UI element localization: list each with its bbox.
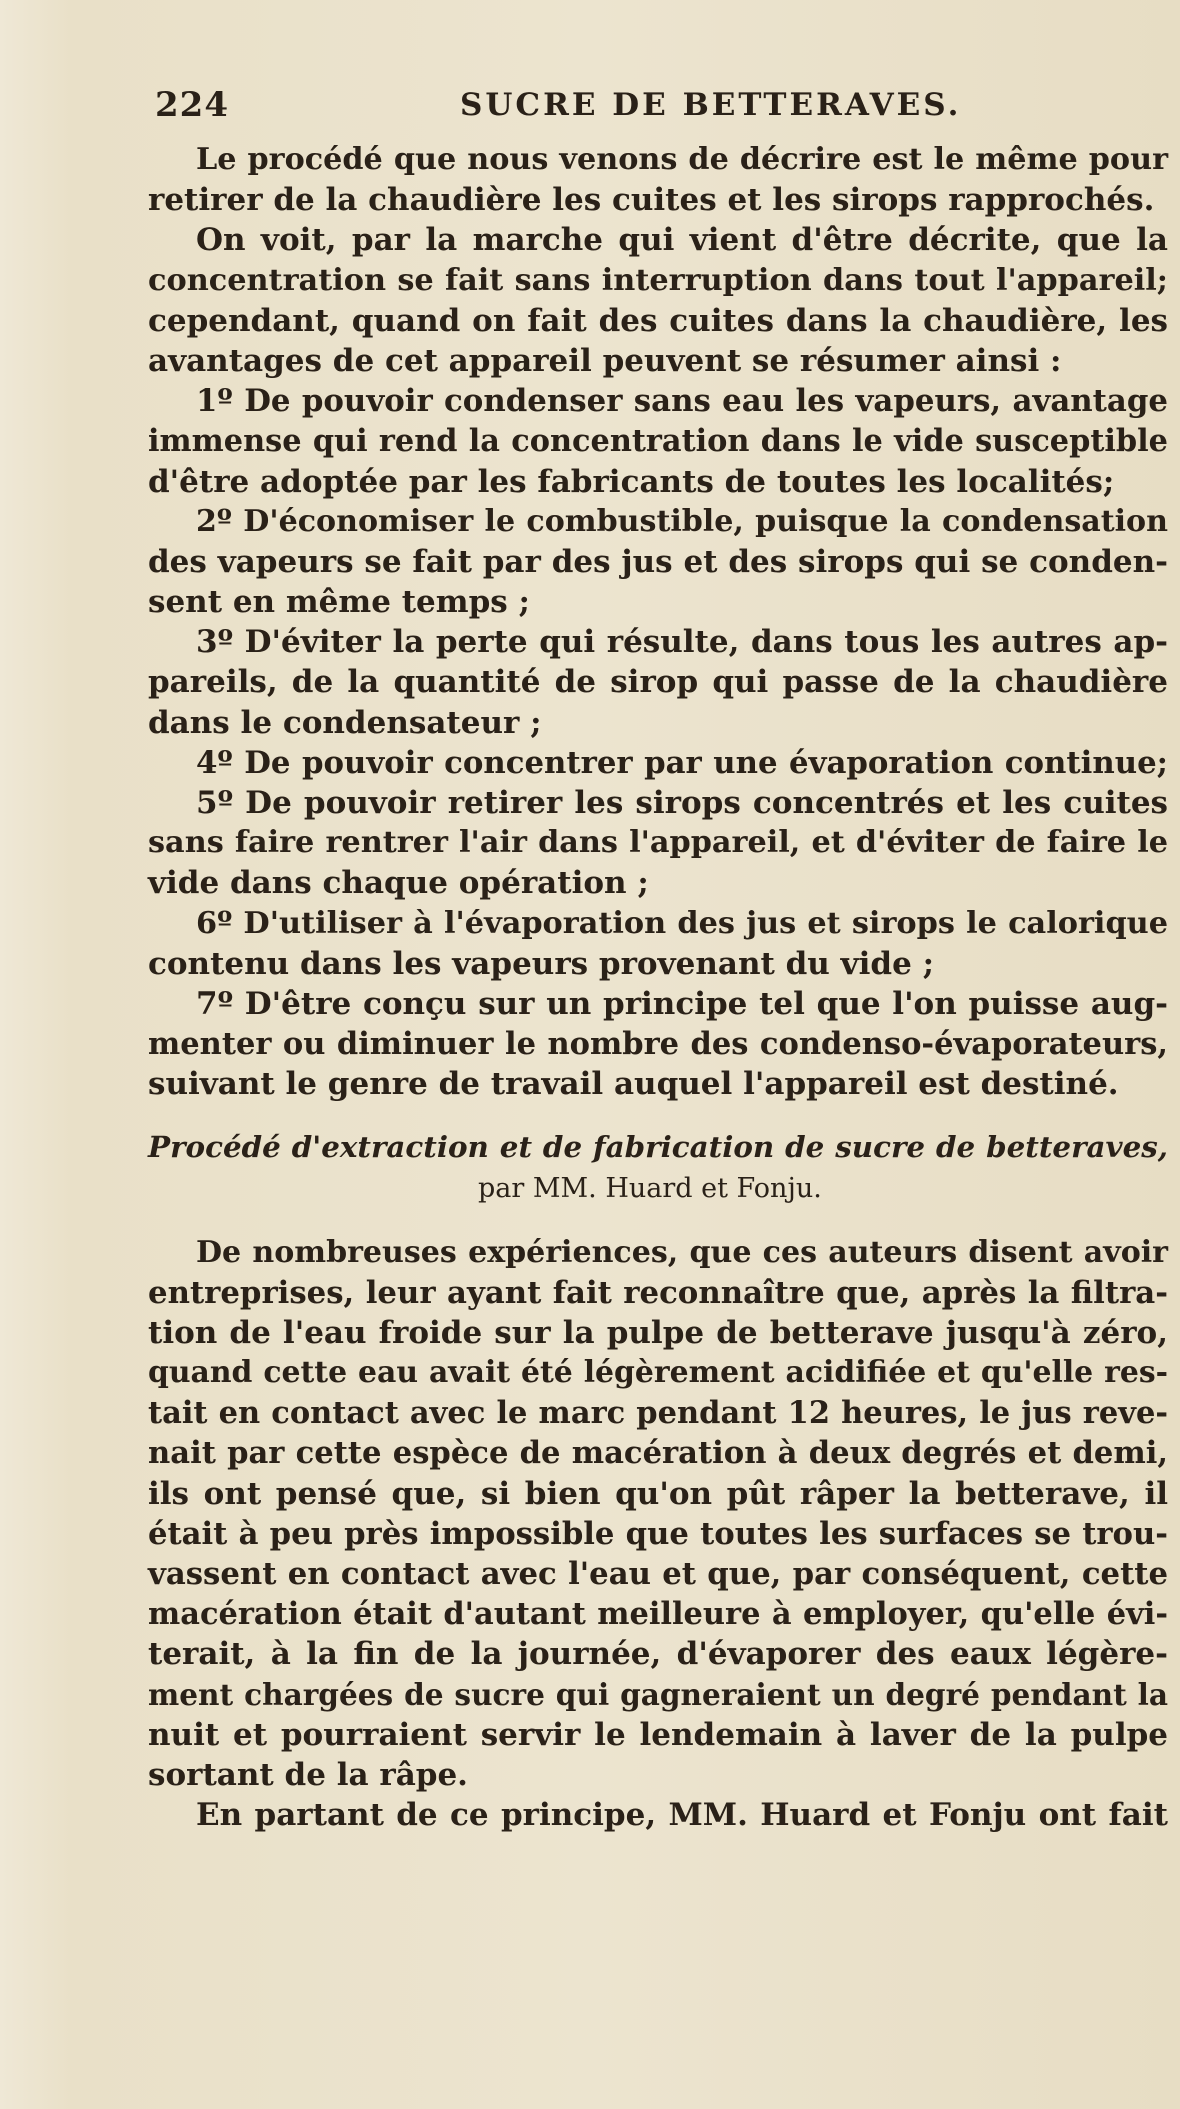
text-line: Le procédé que nous venons de décrire est le même pour xyxy=(196,142,1168,177)
text-line: tion de l'eau froide sur la pulpe de betterave jusqu'à zéro, xyxy=(148,1314,1168,1351)
text-line: ils ont pensé que, si bien qu'on pût râper la betterave, il xyxy=(148,1475,1168,1512)
text-line: ment chargées de sucre qui gagneraient un degré pendant la xyxy=(148,1676,1168,1712)
text-line: 5º De pouvoir retirer les sirops concentrés et les cuites xyxy=(196,785,1168,821)
text-line: 2º D'économiser le combustible, puisque la condensation xyxy=(196,503,1168,539)
text-line: vassent en contact avec l'eau et que, par conséquent, cette xyxy=(148,1556,1168,1592)
text-line: pareils, de la quantité de sirop qui passe de la chaudière xyxy=(148,664,1168,701)
text-line: d'être adoptée par les fabricants de toutes les localités; xyxy=(148,463,1115,500)
text-line: 4º De pouvoir concentrer par une évaporation continue; xyxy=(196,744,1168,781)
text-line: suivant le genre de travail auquel l'appareil est destiné. xyxy=(148,1066,1119,1103)
text-line: nuit et pourraient servir le lendemain à laver de la pulpe xyxy=(148,1716,1168,1753)
text-line: était à peu près impossible que toutes les surfaces se trou- xyxy=(148,1515,1168,1552)
text-line: nait par cette espèce de macération à deux degrés et demi, xyxy=(148,1435,1168,1472)
text-line: 6º D'utiliser à l'évaporation des jus et sirops le calorique xyxy=(196,905,1168,941)
text-line: menter ou diminuer le nombre des condenso-évaporateurs, xyxy=(148,1026,1168,1063)
running-head: SUCRE DE BETTERAVES. xyxy=(460,87,962,123)
section-heading: Procédé d'extraction et de fabrication de sucre de betteraves, xyxy=(148,1128,1168,1164)
text-line: En partant de ce principe, MM. Huard et Fonju ont fait xyxy=(196,1797,1168,1834)
text-line: terait, à la fin de la journée, d'évaporer des eaux légère- xyxy=(148,1636,1168,1673)
page-header xyxy=(155,85,1115,137)
text-line: contenu dans les vapeurs provenant du vide ; xyxy=(148,945,935,982)
text-line: cependant, quand on fait des cuites dans la chaudière, les xyxy=(148,302,1168,339)
text-line: sent en même temps ; xyxy=(148,584,530,621)
text-line: On voit, par la marche qui vient d'être décrite, que la xyxy=(196,222,1168,259)
text-line: sortant de la râpe. xyxy=(148,1756,468,1793)
text-line: vide dans chaque opération ; xyxy=(148,865,649,902)
text-line: 1º De pouvoir condenser sans eau les vapeurs, avantage xyxy=(196,383,1168,420)
spacer xyxy=(148,1105,1168,1127)
text-line: quand cette eau avait été légèrement acidifiée et qu'elle res- xyxy=(148,1355,1168,1391)
section-byline: par MM. Huard et Fonju. xyxy=(478,1172,822,1204)
text-line: entreprises, leur ayant fait reconnaître que, après la filtra- xyxy=(148,1274,1168,1311)
text-line: macération était d'autant meilleure à employer, qu'elle évi- xyxy=(148,1596,1168,1633)
text-line: retirer de la chaudière les cuites et les sirops rapprochés. xyxy=(148,182,1155,219)
text-line: 7º D'être conçu sur un principe tel que l'on puisse aug- xyxy=(196,985,1168,1022)
body-text xyxy=(148,140,1168,1835)
text-line: 3º D'éviter la perte qui résulte, dans tous les autres ap- xyxy=(196,624,1168,661)
page-number: 224 xyxy=(155,85,229,125)
spacer xyxy=(148,1211,1168,1233)
text-line: tait en contact avec le marc pendant 12 heures, le jus reve- xyxy=(148,1395,1168,1432)
text-line: sans faire rentrer l'air dans l'appareil, et d'éviter de faire le xyxy=(148,825,1168,861)
text-line: De nombreuses expériences, que ces auteurs disent avoir xyxy=(196,1234,1168,1270)
text-line: avantages de cet appareil peuvent se résumer ainsi : xyxy=(148,342,1062,379)
text-line: concentration se fait sans interruption dans tout l'appareil; xyxy=(148,262,1168,298)
text-line: des vapeurs se fait par des jus et des sirops qui se conden- xyxy=(148,543,1168,580)
text-line: dans le condensateur ; xyxy=(148,704,542,741)
text-line: immense qui rend la concentration dans le vide susceptible xyxy=(148,423,1168,460)
